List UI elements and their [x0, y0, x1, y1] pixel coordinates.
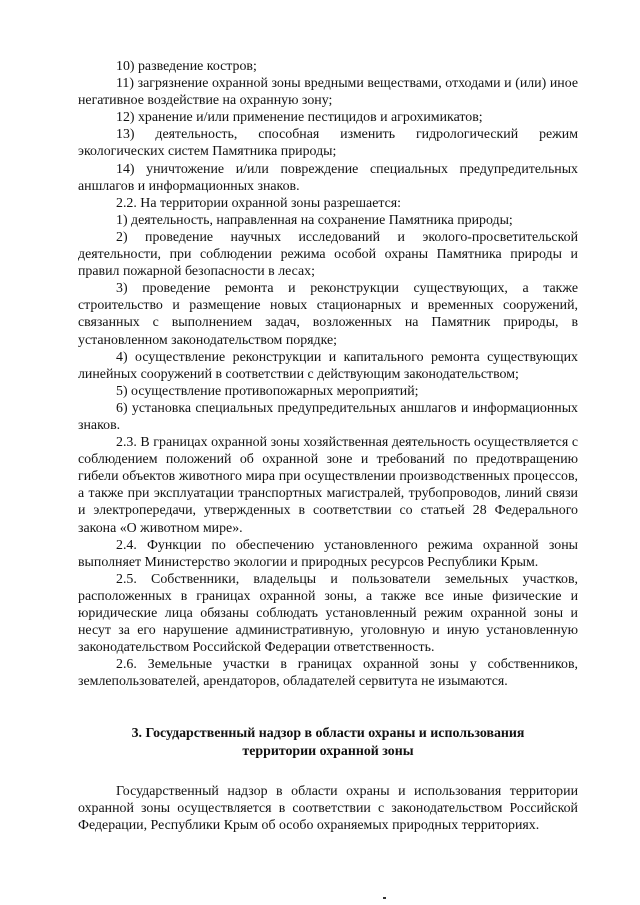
list-item: 3) проведение ремонта и реконструкции существующих, а также строительство и размещение новых стационарных и временных сооружений, связанных с выполнением задач, возложенных на Памятник природы, в установленном законодательством порядке;: [78, 281, 578, 348]
section-heading-line: 3. Государственный надзор в области охраны и использования: [131, 726, 525, 742]
list-item: 14) уничтожение и/или повреждение специальных предупредительных аншлагов и информационных знаков.: [78, 161, 578, 194]
document-body: [78, 58, 578, 834]
list-item: 12) хранение и/или применение пестицидов и агрохимикатов;: [116, 110, 483, 126]
section-clause: 2.3. В границах охранной зоны хозяйственная деятельность осуществляется с соблюдением положений об охранной зоне и требований по предотвращению гибели объектов животного мира при осуществлении производственных процессов, а также при эксплуатации транспортных магистралей, трубопроводов, линий связи и электропередачи, утвержденных в соответствии со статьей 28 Федерального закона «О животном мире».: [78, 435, 578, 536]
section-heading-line: территории охранной зоны: [242, 743, 414, 759]
section-clause: 2.2. На территории охранной зоны разрешается:: [116, 195, 402, 211]
section-clause: 2.6. Земельные участки в границах охранной зоны у собственников, землепользователей, арендаторов, обладателей сервитута не изымаются.: [78, 657, 578, 690]
list-item: 11) загрязнение охранной зоны вредными веществами, отходами и (или) иное негативное воздействие на охранную зону;: [78, 76, 578, 109]
section-paragraph: Государственный надзор в области охраны и использования территории охранной зоны осуществляется в соответствии с законодательством Российской Федерации, Республики Крым об особо охраняемых природных территориях.: [78, 783, 578, 833]
list-item: 2) проведение научных исследований и эколого-просветительской деятельности, при соблюдении режима особой охраны Памятника природы и правил пожарной безопасности в лесах;: [78, 229, 578, 280]
section-clause: 2.4. Функции по обеспечению установленного режима охранной зоны выполняет Министерство экологии и природных ресурсов Республики Крым.: [78, 537, 578, 570]
section-clause: 2.5. Собственники, владельцы и пользователи земельных участков, расположенных в границах охранной зоны, а также все иные физические и юридические лица обязаны соблюдать установленный режим охранной зоны и несут за его нарушение административную, уголовную и иную установленную законодательством Российской Федерации ответственность.: [78, 571, 578, 656]
page-mark: [383, 897, 386, 899]
section-heading: [78, 725, 578, 759]
list-item: 6) установка специальных предупредительных аншлагов и информационных знаков.: [78, 400, 578, 433]
list-item: 4) осуществление реконструкции и капитального ремонта существующих линейных сооружений в соответствии с действующим законодательством;: [78, 349, 578, 382]
list-item: 5) осуществление противопожарных мероприятий;: [116, 383, 419, 399]
list-item: 1) деятельность, направленная на сохранение Памятника природы;: [116, 212, 513, 228]
list-item: 10) разведение костров;: [116, 59, 257, 74]
list-item: 13) деятельность, способная изменить гидрологический режим экологических систем Памятника природы;: [78, 127, 578, 160]
